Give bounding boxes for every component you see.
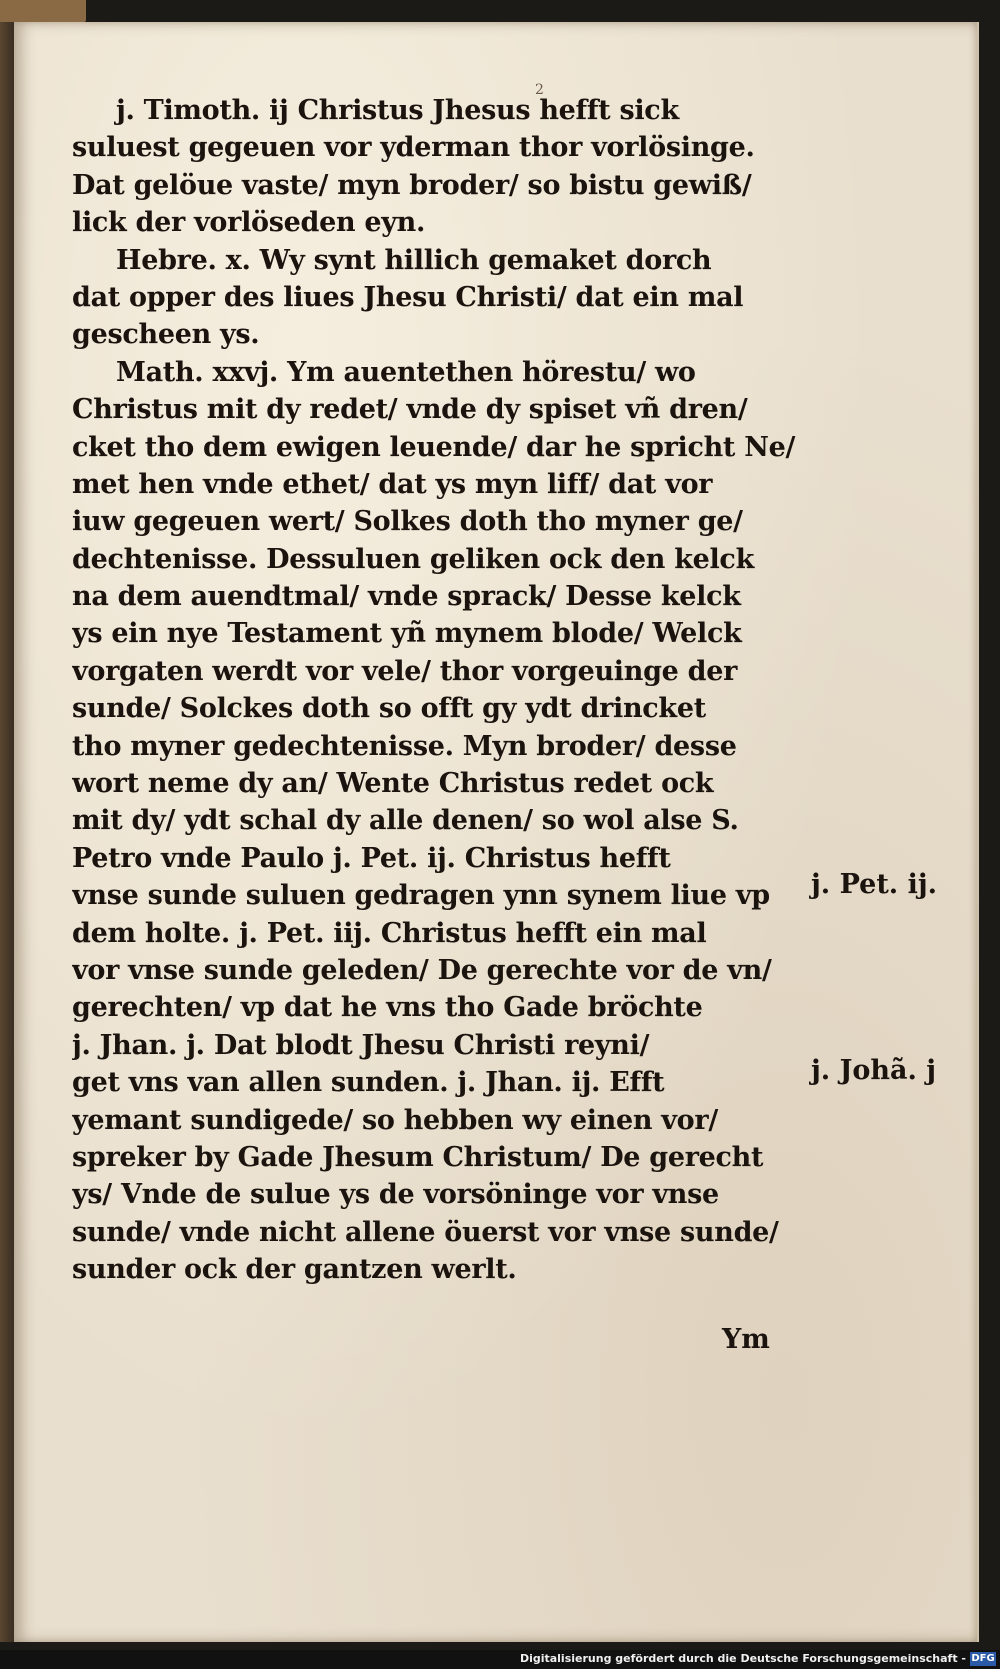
text-line: sunder ock der gantzen werlt. [72, 1254, 517, 1286]
text-line: wort neme dy an/ Wente Christus redet ock [72, 768, 714, 800]
book-spine-edge [0, 22, 14, 1642]
previous-page-edge [0, 0, 86, 22]
text-line: dem holte. j. Pet. iij. Christus hefft ein mal [72, 917, 707, 949]
text-line: Math. xxvj. Ym auentethen hörestu/ wo [116, 356, 696, 388]
text-line: Dat gelöue vaste/ myn broder/ so bistu gewiß/ [72, 169, 752, 201]
text-line: sunde/ vnde nicht allene öuerst vor vnse sunde/ [72, 1216, 779, 1248]
text-line: j. Jhan. j. Dat blodt Jhesu Christi reyni/ [72, 1029, 650, 1061]
margin-note-pet: j. Pet. ij. [811, 869, 938, 900]
footer-credit: Digitalisierung gefördert durch die Deutsche Forschungsgemeinschaft - [519, 1652, 966, 1665]
text-line: vnse sunde suluen gedragen ynn synem liue vp [72, 880, 770, 912]
text-line: tho myner gedechtenisse. Myn broder/ desse [72, 730, 737, 762]
page-mark: 2 [535, 82, 544, 98]
text-line: iuw gegeuen wert/ Solkes doth tho myner ge/ [72, 506, 743, 538]
text-line: met hen vnde ethet/ dat ys myn liff/ dat vor [72, 468, 713, 500]
text-line: ys ein nye Testament yñ mynem blode/ Welck [72, 618, 742, 650]
text-line: vor vnse sunde geleden/ De gerechte vor de vn/ [72, 954, 772, 986]
catchword: Ym [722, 1324, 770, 1355]
text-line: mit dy/ ydt schal dy alle denen/ so wol alse S. [72, 805, 739, 837]
text-line: j. Timoth. ij Christus Jhesus hefft sick [116, 95, 679, 126]
dfg-logo-badge: DFG [971, 1653, 995, 1664]
text-line: cket tho dem ewigen leuende/ dar he spricht Ne/ [72, 431, 796, 463]
text-line: sunde/ Solckes doth so offt gy ydt drincket [72, 693, 706, 725]
text-line: get vns van allen sunden. j. Jhan. ij. Efft [72, 1067, 665, 1099]
text-line: spreker by Gade Jhesum Christum/ De gerecht [72, 1141, 764, 1173]
text-line: Hebre. x. Wy synt hillich gemaket dorch [116, 244, 712, 276]
margin-note-johan: j. Johã. j [811, 1055, 937, 1086]
main-text-block [72, 92, 812, 1289]
text-line: yemant sundigede/ so hebben wy einen vor/ [72, 1104, 718, 1136]
text-line: dechtenisse. Dessuluen geliken ock den kelck [72, 543, 754, 575]
book-page [14, 22, 979, 1642]
text-line: gescheen ys. [72, 319, 260, 351]
text-line: Christus mit dy redet/ vnde dy spiset vñ dren/ [72, 394, 748, 426]
text-line: gerechten/ vp dat he vns tho Gade bröchte [72, 992, 703, 1024]
text-line: vorgaten werdt vor vele/ thor vorgeuinge der [72, 655, 738, 687]
text-line: na dem auendtmal/ vnde sprack/ Desse kelck [72, 581, 741, 613]
text-line: lick der vorlöseden eyn. [72, 207, 426, 239]
text-line: dat opper des liues Jhesu Christi/ dat ein mal [72, 281, 744, 313]
text-line: suluest gegeuen vor yderman thor vorlösinge. [72, 132, 755, 164]
text-line: ys/ Vnde de sulue ys de vorsöninge vor vnse [72, 1179, 719, 1211]
text-line: Petro vnde Paulo j. Pet. ij. Christus hefft [72, 842, 671, 874]
